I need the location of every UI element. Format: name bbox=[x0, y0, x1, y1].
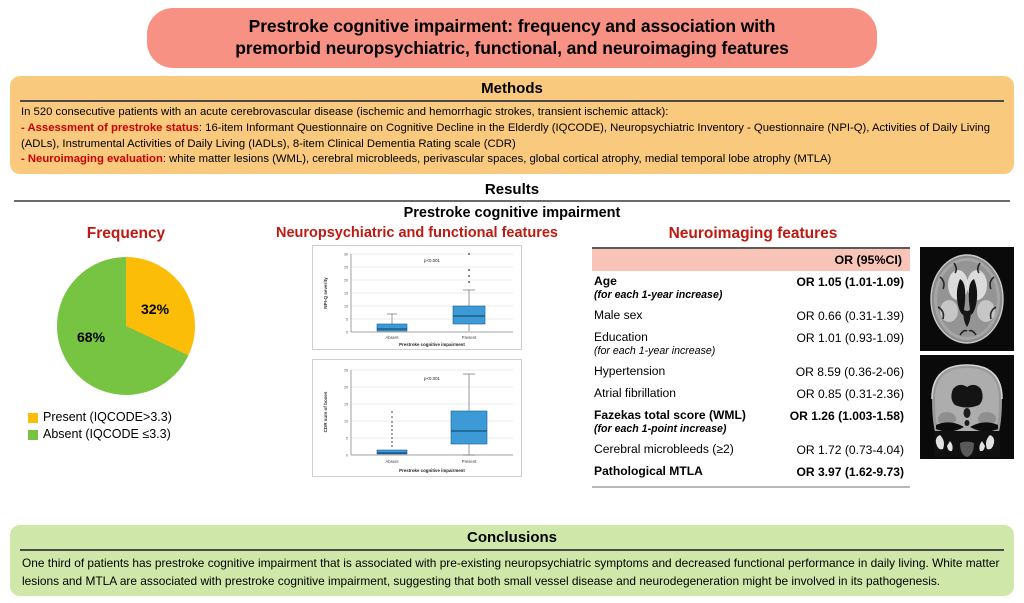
frequency-title: Frequency bbox=[86, 225, 166, 243]
svg-text:25: 25 bbox=[344, 368, 348, 373]
table-row bbox=[592, 361, 910, 383]
svg-text:15: 15 bbox=[344, 291, 348, 296]
row-sublabel: (for each 1-year increase) bbox=[594, 288, 723, 301]
row-value: OR 1.05 (1.01-1.09) bbox=[796, 275, 904, 290]
svg-text:20: 20 bbox=[344, 385, 348, 390]
table-row bbox=[592, 439, 910, 461]
neuroimaging-title: Neuroimaging features bbox=[668, 225, 838, 243]
svg-text:Present: Present bbox=[461, 459, 477, 465]
boxplot-cdr-container bbox=[312, 359, 522, 477]
neuropsych-panel bbox=[242, 225, 592, 477]
row-label: Cerebral microbleeds (≥2) bbox=[594, 442, 734, 457]
conclusions-divider bbox=[20, 549, 1004, 551]
boxplot-cdr-pvalue: p<0.001 bbox=[424, 376, 440, 382]
svg-text:Absent: Absent bbox=[385, 335, 399, 341]
row-value: OR 3.97 (1.62-9.73) bbox=[796, 465, 904, 480]
methods-bullet-1 bbox=[21, 121, 1003, 153]
row-label: Male sex bbox=[594, 308, 643, 323]
axial-flair-mri-icon bbox=[920, 247, 1014, 351]
conclusions-section bbox=[10, 525, 1014, 596]
conclusions-heading: Conclusions bbox=[466, 529, 557, 546]
methods-bullet-1-text: : 16-item Informant Questionnaire on Cognitive Decline in the Elderdly (IQCODE), Neuropsychiatric Inventory - Questionnaire (NPI-Q), Activities of Daily Living (ADLs), Instrumental Activities of Daily Living (IADLs), 8-item Clinical Dementia Rating scale (CDR) bbox=[21, 121, 990, 150]
results-panels bbox=[10, 225, 1014, 503]
methods-body bbox=[18, 105, 1006, 168]
svg-text:5: 5 bbox=[346, 317, 348, 322]
conclusions-text: One third of patients has prestroke cognitive impairment that is associated with pre-existing neuropsychiatric symptoms and decreased functional performance in daily living. White matter lesions and MTLA are associated with prestroke cognitive impairment, suggesting that both small vessel disease and neurodegeneration might be involved in its pathogenesis. bbox=[22, 556, 1000, 588]
svg-text:5: 5 bbox=[346, 436, 348, 441]
results-heading: Results bbox=[484, 181, 540, 199]
poster-title-line-2: premorbid neuropsychiatric, functional, and neuroimaging features bbox=[235, 38, 789, 58]
methods-divider bbox=[20, 100, 1004, 102]
row-value: OR 1.01 (0.93-1.09) bbox=[796, 331, 904, 346]
svg-text:0: 0 bbox=[346, 453, 348, 458]
row-value: OR 0.66 (0.31-1.39) bbox=[796, 309, 904, 324]
svg-text:Absent: Absent bbox=[385, 459, 399, 465]
row-value: OR 1.26 (1.003-1.58) bbox=[789, 409, 904, 424]
table-row bbox=[592, 405, 910, 439]
poster-title-band bbox=[147, 8, 877, 68]
table-row bbox=[592, 271, 910, 305]
boxplot-npiq-pvalue: p<0.001 bbox=[424, 258, 440, 264]
svg-text:0: 0 bbox=[346, 330, 348, 335]
mri-images bbox=[920, 225, 1014, 488]
legend-swatch-absent bbox=[28, 430, 38, 440]
legend-label-absent: Absent (IQCODE ≤3.3) bbox=[43, 427, 171, 442]
legend-swatch-present bbox=[28, 413, 38, 423]
row-value: OR 0.85 (0.31-2.36) bbox=[796, 387, 904, 402]
svg-text:15: 15 bbox=[344, 402, 348, 407]
svg-text:Present: Present bbox=[461, 335, 477, 341]
table-row bbox=[592, 461, 910, 483]
legend-item-absent bbox=[28, 426, 242, 443]
svg-text:Prestroke cognitive impairment: Prestroke cognitive impairment bbox=[399, 468, 465, 474]
frequency-panel bbox=[10, 225, 242, 443]
coronal-t1-mri-icon bbox=[920, 355, 1014, 459]
methods-bullet-2 bbox=[21, 152, 1003, 168]
table-row bbox=[592, 383, 910, 405]
boxplot-npiq-container bbox=[312, 245, 522, 350]
svg-text:30: 30 bbox=[344, 252, 348, 257]
neuroimaging-panel bbox=[592, 225, 1014, 488]
svg-text:10: 10 bbox=[344, 419, 348, 424]
pie-legend bbox=[28, 409, 242, 443]
row-label: Atrial fibrillation bbox=[594, 386, 676, 401]
pie-chart bbox=[57, 257, 195, 395]
row-sublabel: (for each 1-point increase) bbox=[594, 422, 727, 435]
row-label: Fazekas total score (WML) bbox=[594, 408, 746, 423]
results-divider bbox=[14, 200, 1010, 202]
table-row bbox=[592, 305, 910, 327]
row-value: OR 1.72 (0.73-4.04) bbox=[796, 443, 904, 458]
methods-bullet-2-text: : white matter lesions (WML), cerebral microbleeds, perivascular spaces, global cortical atrophy, medial temporal lobe atrophy (MTLA) bbox=[162, 153, 832, 166]
methods-intro: In 520 consecutive patients with an acute cerebrovascular disease (ischemic and hemorrhagic strokes, transient ischemic attack): bbox=[21, 106, 669, 118]
legend-label-present: Present (IQCODE>3.3) bbox=[43, 410, 172, 425]
pie-chart-wrap bbox=[10, 257, 242, 395]
methods-bullet-1-label: - Assessment of prestroke status bbox=[21, 121, 199, 134]
svg-text:Prestroke cognitive impairment: Prestroke cognitive impairment bbox=[399, 342, 465, 348]
svg-text:25: 25 bbox=[344, 265, 348, 270]
row-label: Education bbox=[594, 330, 648, 345]
row-label: Age bbox=[594, 274, 617, 289]
table-body bbox=[592, 271, 910, 483]
pie-label-present: 32% bbox=[141, 301, 170, 318]
row-label: Pathological MTLA bbox=[594, 464, 703, 479]
row-value: OR 8.59 (0.36-2-06) bbox=[795, 365, 904, 380]
boxplot-npiq bbox=[313, 246, 521, 349]
svg-text:10: 10 bbox=[344, 304, 348, 309]
table-row bbox=[592, 327, 910, 361]
table-header-or: OR (95%CI) bbox=[592, 249, 910, 271]
svg-text:CDR sum of boxes: CDR sum of boxes bbox=[323, 391, 328, 433]
row-sublabel: (for each 1-year increase) bbox=[594, 344, 716, 357]
methods-section bbox=[10, 76, 1014, 174]
neuropsych-title: Neuropsychiatric and functional features bbox=[275, 225, 558, 242]
svg-text:NPI-Q severity: NPI-Q severity bbox=[323, 277, 328, 309]
legend-item-present bbox=[28, 409, 242, 426]
svg-text:20: 20 bbox=[344, 278, 348, 283]
methods-heading: Methods bbox=[481, 80, 543, 97]
methods-bullet-2-label: - Neuroimaging evaluation bbox=[21, 153, 163, 166]
row-label: Hypertension bbox=[594, 364, 666, 379]
results-subheading: Prestroke cognitive impairment bbox=[403, 205, 621, 222]
odds-ratio-table bbox=[592, 247, 910, 488]
pie-label-absent: 68% bbox=[77, 329, 106, 346]
poster-root bbox=[0, 8, 1024, 603]
poster-title-line-1: Prestroke cognitive impairment: frequency and association with bbox=[248, 16, 776, 36]
table-bottom-rule bbox=[592, 486, 910, 488]
boxplot-cdr bbox=[313, 360, 521, 476]
